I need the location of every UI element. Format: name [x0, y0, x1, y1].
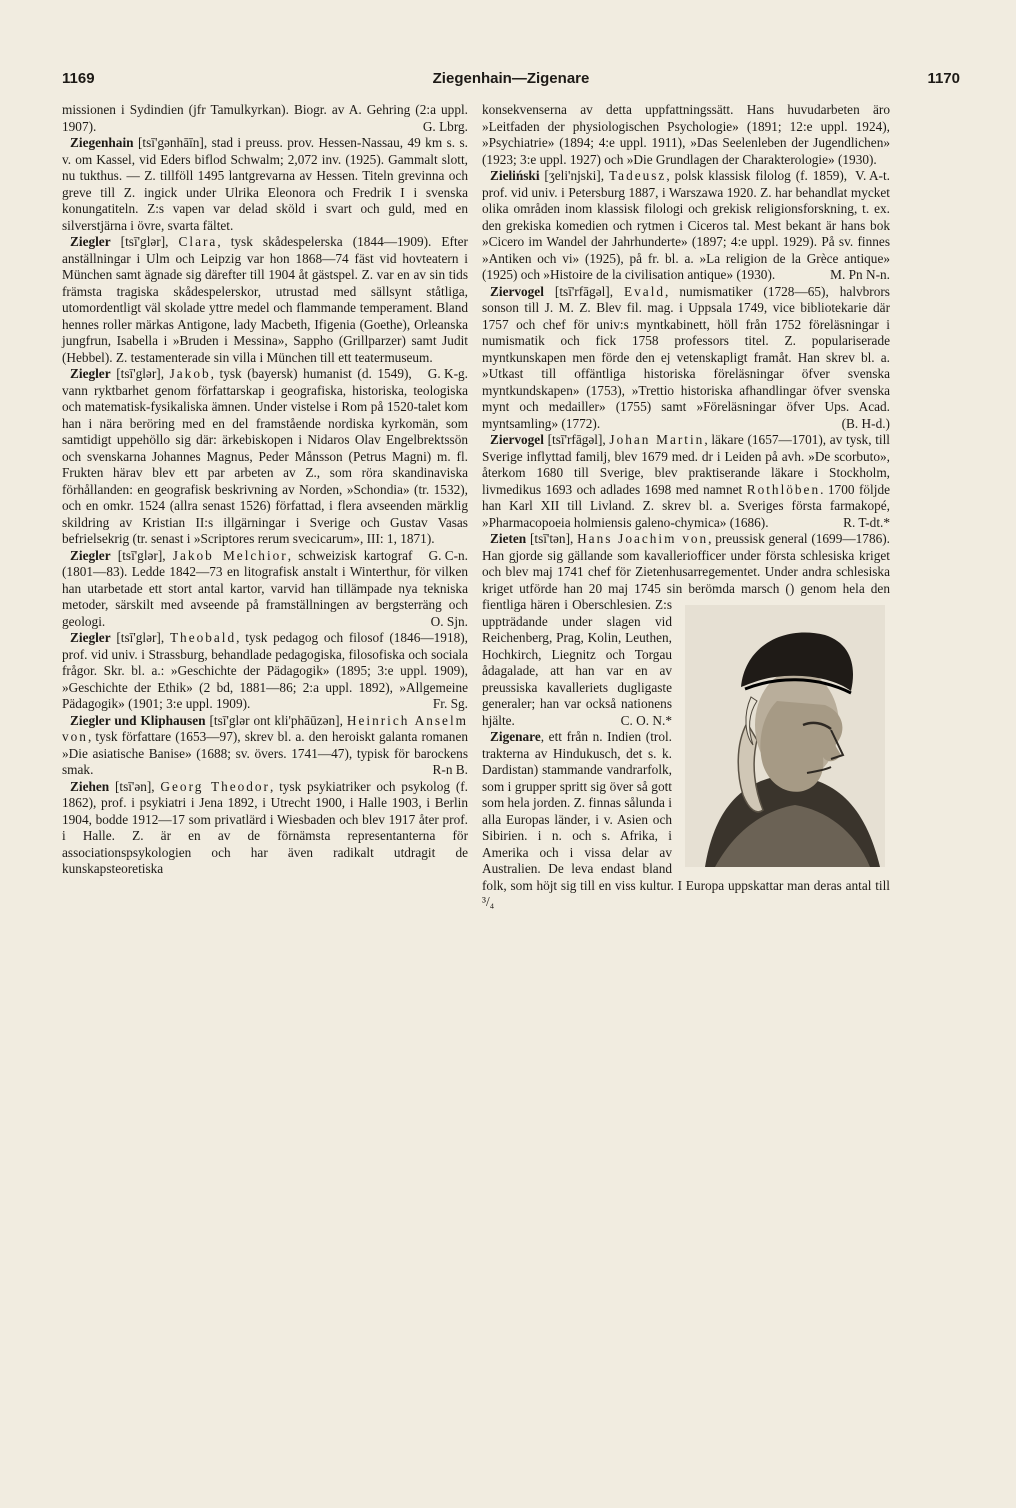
running-head — [62, 70, 960, 96]
noble-name: Rothlöben — [746, 481, 821, 497]
headword: Ziehen — [70, 778, 110, 794]
entry-ziervogel-johan: Ziervogel [tsī'rfāgəl], Johan Martin, läkare (1657—1701), av tysk, till Sverige inflyttad familj, blev 1679 med. dr i Leiden på avh. »De scorbuto», återkom 1680 till Sverige, blev praktiserande läkare i Stockholm, livmedikus 1693 och adlades 1698 med namnet Rothlöben. 1700 följde han Karl XII till Livland. Z. skrev bl. a. Sveriges första farmakopé, »Pharmacopoeia holmiensis galeno-chymica» (1686). R. T-dt.* — [482, 432, 890, 530]
entry-ziegler-kliphausen: Ziegler und Kliphausen [tsī'glər ont kli'phāūzən], Heinrich Anselm von, tysk författare (1653—97), skrev bl. a. den heroiskt galanta romanen »Die asiatische Banise» (1688; sv. övers. 1741—47), typisk för barockens smak. R-n B. — [62, 712, 468, 777]
headword: Zigenare — [490, 729, 541, 744]
headword: Ziegler — [70, 366, 111, 381]
entry-zielinski: Zieliński [ʒeli'njski], Tadeusz, polsk klassisk filolog (f. 1859), prof. vid univ. i Petersburg 1887, i Warszawa 1920. Z. har behandlat mycket olika områden inom klassisk filologi och grekisk religionsforskning, t. ex. den grekiska komedien och rytmen i Ciceros tal. Mest bekant är hans bok »Cicero im Wandel der Jahrhunderte» (1897; 4:e uppl. 1929). På sv. finnes »Antiken och vi» (1925), på fr. bl. a. »La religion de la Grèce antique» (1925) och »Histoire de la civilisation antique» (1930). M. Pn N-n. — [482, 168, 890, 282]
headword: Ziervogel — [490, 283, 544, 299]
headword: Ziegler — [70, 630, 111, 645]
person-name: Georg Theodor — [160, 778, 270, 794]
signature: V. A-t. — [855, 168, 890, 183]
entry-continuation: konsekvenserna av detta uppfattningssätt. Hans huvudarbeten äro »Leitfaden der physiologischen Psychologie» (1891; 12:e uppl. 1924), »Psychiatrie» (1894; 4:e uppl. 1911), »Das Seelenleben der Jugendlichen» (1923; 3:e uppl. 1927) och »Die Grundlagen der Charakterologie» (1930). V. A-t. — [482, 102, 890, 183]
headword: Ziegler — [70, 234, 111, 249]
headword: Ziervogel — [490, 432, 544, 447]
entry-zieten: Zieten [tsī'tən], Hans Joachim von, preussisk general (1699—1786). Han gjorde sig gällande som kavalleriofficer under första schlesiska kriget och blev maj 1741 chef för Zietenhusarregementet. Under andra schlesiska kriget utförde han 20 maj 1745 sin berömda marsch ( ) genom hela den fientliga hären i Oberschlesien. Z:s uppträdande under slagen vid Reichenberg, Prag, Kolin, Leuthen, Hochkirch, Liegnitz och Torgau ådagalade, att han var en av preussiska kavalleriets dugligaste generaler; han var också nationens hjälte. C. O. N.* — [482, 531, 890, 729]
person-name: Theobald — [169, 630, 237, 645]
person-name: Tadeusz — [608, 168, 667, 183]
entry-continuation: missionen i Sydindien (jfr Tamulkyrkan). Biogr. av A. Gehring (2:a uppl. 1907). G. Lbrg. — [62, 102, 468, 134]
page-title: Ziegenhain—Zigenare — [432, 70, 590, 87]
headword: Ziegenhain — [70, 135, 134, 150]
signature: C. O. N.* — [620, 712, 672, 728]
signature: G. C-n. — [428, 547, 468, 563]
person-name: Jakob — [169, 366, 211, 381]
entry-ziegenhain: Ziegenhain [tsī'gənhāīn], stad i preuss. prov. Hessen-Nassau, 49 km s. s. v. om Kassel, vid Eders biflod Schwalm; 2,072 inv. (1925). Gammalt slott, nu tukthus. — Z. tillföll 1495 lantgrevarna av Hessen. Titeln grevinna och greve till Z. ingick under Ulrika Eleonora och Fredrik I i svenska konungatiteln. Z:s vapen var delad sköld i svart och guld, med en silverstjärna i övre, svarta fältet. — [62, 135, 468, 233]
headword: Zieliński — [490, 168, 540, 183]
signature: O. Sjn. — [430, 613, 468, 629]
portrait-figure — [680, 601, 890, 871]
headword: Ziegler — [70, 547, 111, 563]
signature: G. Lbrg. — [422, 118, 468, 134]
person-name: Evald — [624, 283, 666, 299]
person-name: Jakob Melchior — [172, 547, 288, 563]
signature: Fr. Sg. — [432, 696, 468, 711]
signature: G. K-g. — [427, 366, 468, 381]
entry-ziegler-clara: Ziegler [tsī'glər], Clara, tysk skådespelerska (1844—1909). Efter anställningar i Ulm och Leipzig var hon 1868—74 fäst vid hovteatern i München samt ägnade sig därefter till 1904 åt gästspel. Z. var en av sin tids främsta tragiska skådespelerskor, utrustad med sällsynt ståtliga, utomordentligt väl skolade yttre medel och flammande temperament. Bland hennes roller märkas Antigone, lady Macbeth, Ifigenia (Goethe), Orleanska jungfrun, Isabella i »Bruden i Messina», Sappho (Grillparzer) samt Judit (Hebbel). Z. testamenterade sin villa i München till ett teatermuseum. G. K-g. — [62, 234, 468, 381]
signature: M. Pn N-n. — [830, 267, 890, 282]
entry-ziegler-theobald: Ziegler [tsī'glər], Theobald, tysk pedagog och filosof (1846—1918), prof. vid univ. i Strassburg, behandlade pedagogiska, filosofiska och sociala frågor. Skr. bl. a.: »Geschichte der Pädagogik» (1895; 3:e uppl. 1909), »Geschichte der Ethik» (2 bd, 1881—86; 2:a uppl. 1892), »Allgemeine Pädagogik» (1901; 3:e uppl. 1909). Fr. Sg. — [62, 630, 468, 711]
entry-ziervogel-evald: Ziervogel [tsī'rfāgəl], Evald, numismatiker (1728—65), halvbrors sonson till J. M. Z. Blev fil. mag. i Uppsala 1749, vice bibliotekarie där 1757 och chef för univ:s myntkabinett, höll från 1752 föreläsningar i numismatik och fick 1758 professors titel. Z. populariserade myntkunskapen men förde den ej vetenskapligt framåt. Han skrev bl. a. »Utkast till offäntliga historiska föreläsningar öfver svenska myntkundskapen» (1753), »Trettio historiska afhandlingar öfver svenska mynt och medailler» (1755) samt »Föreläsningar öfver Ups. Acad. myntsamling» (1772). (B. H-d.) — [482, 283, 890, 431]
person-name: Hans Joachim von — [577, 531, 709, 546]
entry-ziegler-jakob: Ziegler [tsī'glər], Jakob, tysk (bayersk) humanist (d. 1549), vann ryktbarhet genom författarskap i geografiska, historiska, teologiska och matematisk-fysikaliska ämnen. Under vistelse i Rom på 1520-talet kom han i nära beröring med en del framstående nordiska kyrkomän, som samtidigt uppehöllo sig där: ärkebiskopen i Nidaros Olav Engelbrektssön och svenskarna Johannes Magnus, Peder Månsson (Petrus Magni) m. fl. Frukten härav blev ett par arbeten av Z., som röra skandinaviska förhållanden: en geografisk beskrivning av Norden, »Schondia» (tr. 1532), och en omkr. 1524 (allra senast 1526) författad, i flera avseenden märklig skildring av Kristian II:s illgärningar i Sverige och Gustav Vasas befrielsekrig (tr. senast i »Scriptores rerum svecicarum», III: 1, 1871). G. C-n. — [62, 366, 468, 563]
entry-zigenare: Zigenare, ett från n. Indien (trol. trakterna av Hindukusch, det s. k. Dardistan) stammande vandrarfolk, som i grupper spritt sig över så gott som hela jorden. Z. finnas sålunda i alla Europas länder, i v. Asien och Sibirien. i n. och s. Afrika, i Amerika och i vissa delar av Australien. De leva endast bland folk, som höjt sig till en viss kultur. I Europa uppskattar man deras antal till ³/₄ — [482, 729, 890, 909]
portrait-engraving-icon — [685, 605, 885, 867]
person-name: Johan Martin — [609, 432, 705, 447]
headword: Zieten — [490, 531, 527, 546]
signature: R-n B. — [432, 762, 468, 777]
signature: R. T-dt.* — [843, 514, 890, 530]
left-column — [62, 102, 468, 878]
entry-ziehen: Ziehen [tsī'ən], Georg Theodor, tysk psykiatriker och psykolog (f. 1862), prof. i psykiatri i Jena 1892, i Utrecht 1900, i Halle 1903, i Berlin 1904, bodde 1912—17 som privatlärd i Wiesbaden och blev 1917 åter prof. i Halle. Z. är en av de förnämsta representanterna för associationspsykologien och har även radikalt utdragit de kunskapsteoretiska — [62, 778, 469, 876]
headword: Ziegler und Kliphausen — [70, 712, 206, 728]
person-name: Clara — [178, 234, 218, 249]
page-number-right: 1170 — [927, 70, 960, 87]
entry-ziegler-jakob-melchior: Ziegler [tsī'glər], Jakob Melchior, schweizisk kartograf (1801—83). Ledde 1842—73 en litografisk anstalt i Winterthur, för vilken han utarbetade ett stort antal kartor, varvid han tillämpade nya tekniska metoder, särskilt med avseende på framställningen av bergsterräng och geologi. O. Sjn. — [62, 547, 468, 629]
signature: (B. H-d.) — [841, 415, 890, 431]
page-number-left: 1169 — [62, 70, 95, 87]
right-column — [482, 102, 890, 911]
person-name: Heinrich Anselm von — [62, 712, 468, 744]
